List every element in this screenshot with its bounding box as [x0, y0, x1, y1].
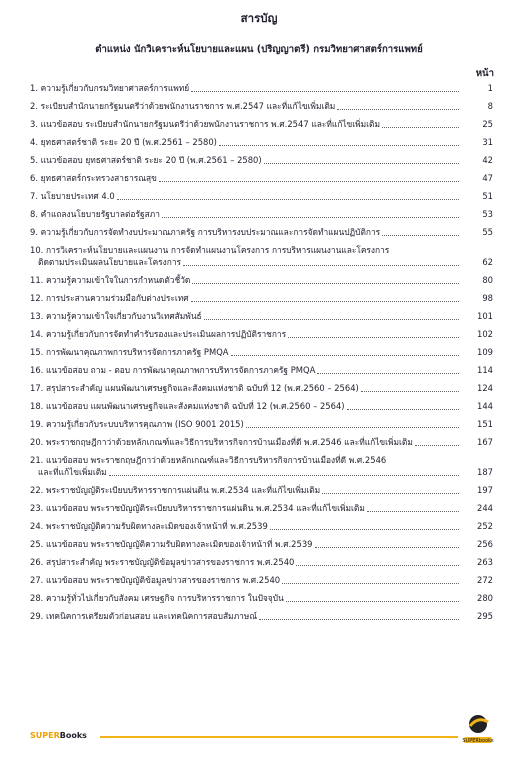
- toc-entry-page: 42: [482, 155, 493, 165]
- toc-entry-page: 53: [482, 209, 493, 219]
- toc-leader-dots: [382, 235, 459, 236]
- toc-entry-title: 5. แนวข้อสอบ ยุทธศาสตร์ชาติ ระยะ 20 ปี (พ.ศ.2561 – 2580): [30, 155, 262, 165]
- toc-entry-page: 252: [477, 521, 493, 531]
- toc-leader-dots: [415, 445, 459, 446]
- toc-entry-page: 263: [477, 557, 493, 567]
- toc-leader-dots: [264, 163, 459, 164]
- toc-entry: [30, 100, 493, 112]
- toc-entry: [30, 172, 493, 184]
- toc-leader-dots: [288, 337, 459, 338]
- toc-entry-title: 17. สรุปสาระสำคัญ แผนพัฒนาเศรษฐกิจและสังคมแห่งชาติ ฉบับที่ 12 (พ.ศ.2560 – 2564): [30, 383, 359, 393]
- toc-entry: [30, 400, 493, 412]
- toc-entry-title: 7. นโยบายประเทศ 4.0: [30, 191, 115, 201]
- toc-leader-dots: [347, 409, 459, 410]
- toc-entry: [30, 484, 493, 496]
- toc-entry-page: 144: [477, 401, 493, 411]
- toc-leader-dots: [117, 199, 459, 200]
- footer-brand-books: Books: [59, 731, 87, 740]
- toc-entry: [30, 118, 493, 130]
- toc-entry-title: 25. แนวข้อสอบ พระราชบัญญัติความรับผิดทางละเมิดของเจ้าหน้าที่ พ.ศ.2539: [30, 539, 313, 549]
- logo-text: SUPERbooks: [462, 738, 494, 744]
- toc-entry: [30, 454, 493, 478]
- toc-leader-dots: [259, 619, 459, 620]
- toc-leader-dots: [367, 511, 459, 512]
- toc-leader-dots: [317, 373, 459, 374]
- toc-entry-title: 15. การพัฒนาคุณภาพการบริหารจัดการภาครัฐ PMQA: [30, 347, 229, 357]
- toc-entry: [30, 190, 493, 202]
- page-subtitle: ตำแหน่ง นักวิเคราะห์นโยบายและแผน (ปริญญาตรี) กรมวิทยาศาสตร์การแพทย์: [95, 44, 423, 55]
- toc-leader-dots: [322, 493, 459, 494]
- toc-entry-title-continued: ติดตามประเมินผลนโยบายและโครงการ: [38, 257, 182, 267]
- toc-leader-dots: [191, 301, 459, 302]
- toc-entry: [30, 574, 493, 586]
- toc-entry-title: 8. คำแถลงนโยบายรัฐบาลต่อรัฐสภา: [30, 209, 160, 219]
- toc-leader-dots: [159, 181, 459, 182]
- toc-entry: [30, 502, 493, 514]
- toc-leader-dots: [162, 217, 459, 218]
- toc-entry: [30, 274, 493, 286]
- toc-leader-dots: [361, 391, 459, 392]
- toc-entry-page: 167: [477, 437, 493, 447]
- toc-entry-title: 13. ความรู้ความเข้าใจเกี่ยวกับงานวิเทศสัมพันธ์: [30, 311, 202, 321]
- toc-leader-dots: [286, 601, 459, 602]
- toc-leader-dots: [246, 427, 459, 428]
- footer-divider: [100, 736, 458, 738]
- toc-entry-page: 80: [482, 275, 493, 285]
- superbooks-logo-icon: [460, 710, 496, 746]
- toc-leader-dots: [296, 565, 459, 566]
- toc-entry: [30, 364, 493, 376]
- toc-entry-page: 51: [482, 191, 493, 201]
- toc-entry-page: 31: [482, 137, 493, 147]
- toc-leader-dots: [231, 355, 459, 356]
- toc-entry-title: 16. แนวข้อสอบ ถาม - ตอบ การพัฒนาคุณภาพการบริหารจัดการภาครัฐ PMQA: [30, 365, 316, 375]
- toc-leader-dots: [191, 91, 459, 92]
- toc-leader-dots: [382, 127, 459, 128]
- toc-entry: [30, 610, 493, 622]
- toc-entry-title: 28. ความรู้ทั่วไปเกี่ยวกับสังคม เศรษฐกิจ การบริหารราชการ ในปัจจุบัน: [30, 593, 284, 603]
- toc-entry-page: 244: [477, 503, 493, 513]
- toc-entry-title-continued: และที่แก้ไขเพิ่มเติม: [38, 467, 107, 477]
- toc-entry-page: 272: [477, 575, 493, 585]
- table-of-contents: [30, 82, 493, 628]
- toc-entry-page: 101: [477, 311, 493, 321]
- toc-entry: [30, 436, 493, 448]
- toc-entry: [30, 136, 493, 148]
- toc-entry-title: 1. ความรู้เกี่ยวกับกรมวิทยาศาสตร์การแพทย์: [30, 83, 190, 93]
- toc-entry: [30, 592, 493, 604]
- toc-leader-dots: [315, 547, 460, 548]
- toc-entry-title: 22. พระราชบัญญัติระเบียบบริหารราชการแผ่นดิน พ.ศ.2534 และที่แก้ไขเพิ่มเติม: [30, 485, 321, 495]
- toc-entry: [30, 154, 493, 166]
- toc-leader-dots: [219, 145, 459, 146]
- toc-entry-title: 2. ระเบียบสำนักนายกรัฐมนตรีว่าด้วยพนักงานราชการ พ.ศ.2547 และที่แก้ไขเพิ่มเติม: [30, 101, 336, 111]
- toc-entry-page: 8: [487, 101, 493, 111]
- toc-entry-title: 14. ความรู้เกี่ยวกับการจัดทำคำรับรองและประเมินผลการปฏิบัติราชการ: [30, 329, 287, 339]
- toc-entry-page: 151: [477, 419, 493, 429]
- toc-leader-dots: [109, 475, 459, 476]
- toc-entry-title: 27. แนวข้อสอบ พระราชบัญญัติข้อมูลข่าวสารของราชการ พ.ศ.2540: [30, 575, 281, 585]
- toc-leader-dots: [337, 109, 459, 110]
- toc-entry-page: 256: [477, 539, 493, 549]
- toc-entry-page: 280: [477, 593, 493, 603]
- toc-entry-page: 47: [482, 173, 493, 183]
- toc-entry-page: 295: [477, 611, 493, 621]
- toc-entry-page: 25: [482, 119, 493, 129]
- toc-entry: [30, 82, 493, 94]
- toc-entry: [30, 244, 493, 268]
- toc-entry-page: 62: [482, 257, 493, 267]
- toc-entry-title: 20. พระราชกฤษฎีกาว่าด้วยหลักเกณฑ์และวิธีการบริหารกิจการบ้านเมืองที่ดี พ.ศ.2546 และที่แก้ไขเพิ่มเติม: [30, 437, 413, 447]
- toc-entry-page: 102: [477, 329, 493, 339]
- footer-brand-super: SUPER: [30, 731, 60, 740]
- toc-entry-title: 3. แนวข้อสอบ ระเบียบสำนักนายกรัฐมนตรีว่าด้วยพนักงานราชการ พ.ศ.2547 และที่แก้ไขเพิ่มเติม: [30, 119, 380, 129]
- toc-entry-page: 1: [487, 83, 493, 93]
- toc-entry-title: 6. ยุทธศาสตร์กระทรวงสาธารณสุข: [30, 173, 157, 183]
- toc-entry-page: 197: [477, 485, 493, 495]
- toc-entry-title: 21. แนวข้อสอบ พระราชกฤษฎีกาว่าด้วยหลักเกณฑ์และวิธีการบริหารกิจการบ้านเมืองที่ดี พ.ศ.2546: [30, 455, 387, 465]
- toc-entry: [30, 310, 493, 322]
- toc-entry-page: 187: [477, 467, 493, 477]
- toc-leader-dots: [270, 529, 459, 530]
- toc-entry-page: 124: [477, 383, 493, 393]
- toc-entry-title: 4. ยุทธศาสตร์ชาติ ระยะ 20 ปี (พ.ศ.2561 – 2580): [30, 137, 217, 147]
- toc-entry-title: 26. สรุปสาระสำคัญ พระราชบัญญัติข้อมูลข่าวสารของราชการ พ.ศ.2540: [30, 557, 295, 567]
- toc-entry-page: 98: [482, 293, 493, 303]
- toc-entry-title: 11. ความรู้ความเข้าใจในการกำหนดตัวชี้วัด: [30, 275, 191, 285]
- toc-entry-title: 9. ความรู้เกี่ยวกับการจัดทำงบประมาณภาครัฐ การบริหารงบประมาณและการจัดทำแผนปฏิบัติการ: [30, 227, 381, 237]
- page-column-header: หน้า: [475, 68, 494, 79]
- toc-entry: [30, 520, 493, 532]
- footer-brand: [30, 731, 87, 740]
- toc-entry-title: 18. แนวข้อสอบ แผนพัฒนาเศรษฐกิจและสังคมแห่งชาติ ฉบับที่ 12 (พ.ศ.2560 – 2564): [30, 401, 345, 411]
- toc-leader-dots: [183, 265, 459, 266]
- page-title: สารบัญ: [240, 11, 278, 25]
- toc-entry: [30, 346, 493, 358]
- toc-entry: [30, 538, 493, 550]
- toc-entry-page: 55: [482, 227, 493, 237]
- toc-entry-page: 109: [477, 347, 493, 357]
- toc-entry-title: 19. ความรู้เกี่ยวกับระบบบริหารคุณภาพ (ISO 9001 2015): [30, 419, 244, 429]
- toc-entry: [30, 292, 493, 304]
- toc-entry: [30, 328, 493, 340]
- toc-entry-title: 24. พระราชบัญญัติความรับผิดทางละเมิดของเจ้าหน้าที่ พ.ศ.2539: [30, 521, 268, 531]
- toc-entry-title: 29. เทคนิคการเตรียมตัวก่อนสอบ และเทคนิคการสอบสัมภาษณ์: [30, 611, 258, 621]
- toc-entry: [30, 226, 493, 238]
- toc-entry-title: 23. แนวข้อสอบ พระราชบัญญัติระเบียบบริหารราชการแผ่นดิน พ.ศ.2534 และที่แก้ไขเพิ่มเติม: [30, 503, 365, 513]
- toc-entry: [30, 208, 493, 220]
- toc-entry: [30, 556, 493, 568]
- toc-entry-title: 10. การวิเคราะห์นโยบายและแผนงาน การจัดทำแผนงานโครงการ การบริหารแผนงานและโครงการ: [30, 245, 390, 255]
- toc-entry: [30, 382, 493, 394]
- toc-entry-page: 114: [477, 365, 493, 375]
- toc-leader-dots: [282, 583, 459, 584]
- toc-entry: [30, 418, 493, 430]
- toc-leader-dots: [192, 283, 459, 284]
- toc-entry-title: 12. การประสานความร่วมมือกับต่างประเทศ: [30, 293, 189, 303]
- toc-leader-dots: [204, 319, 459, 320]
